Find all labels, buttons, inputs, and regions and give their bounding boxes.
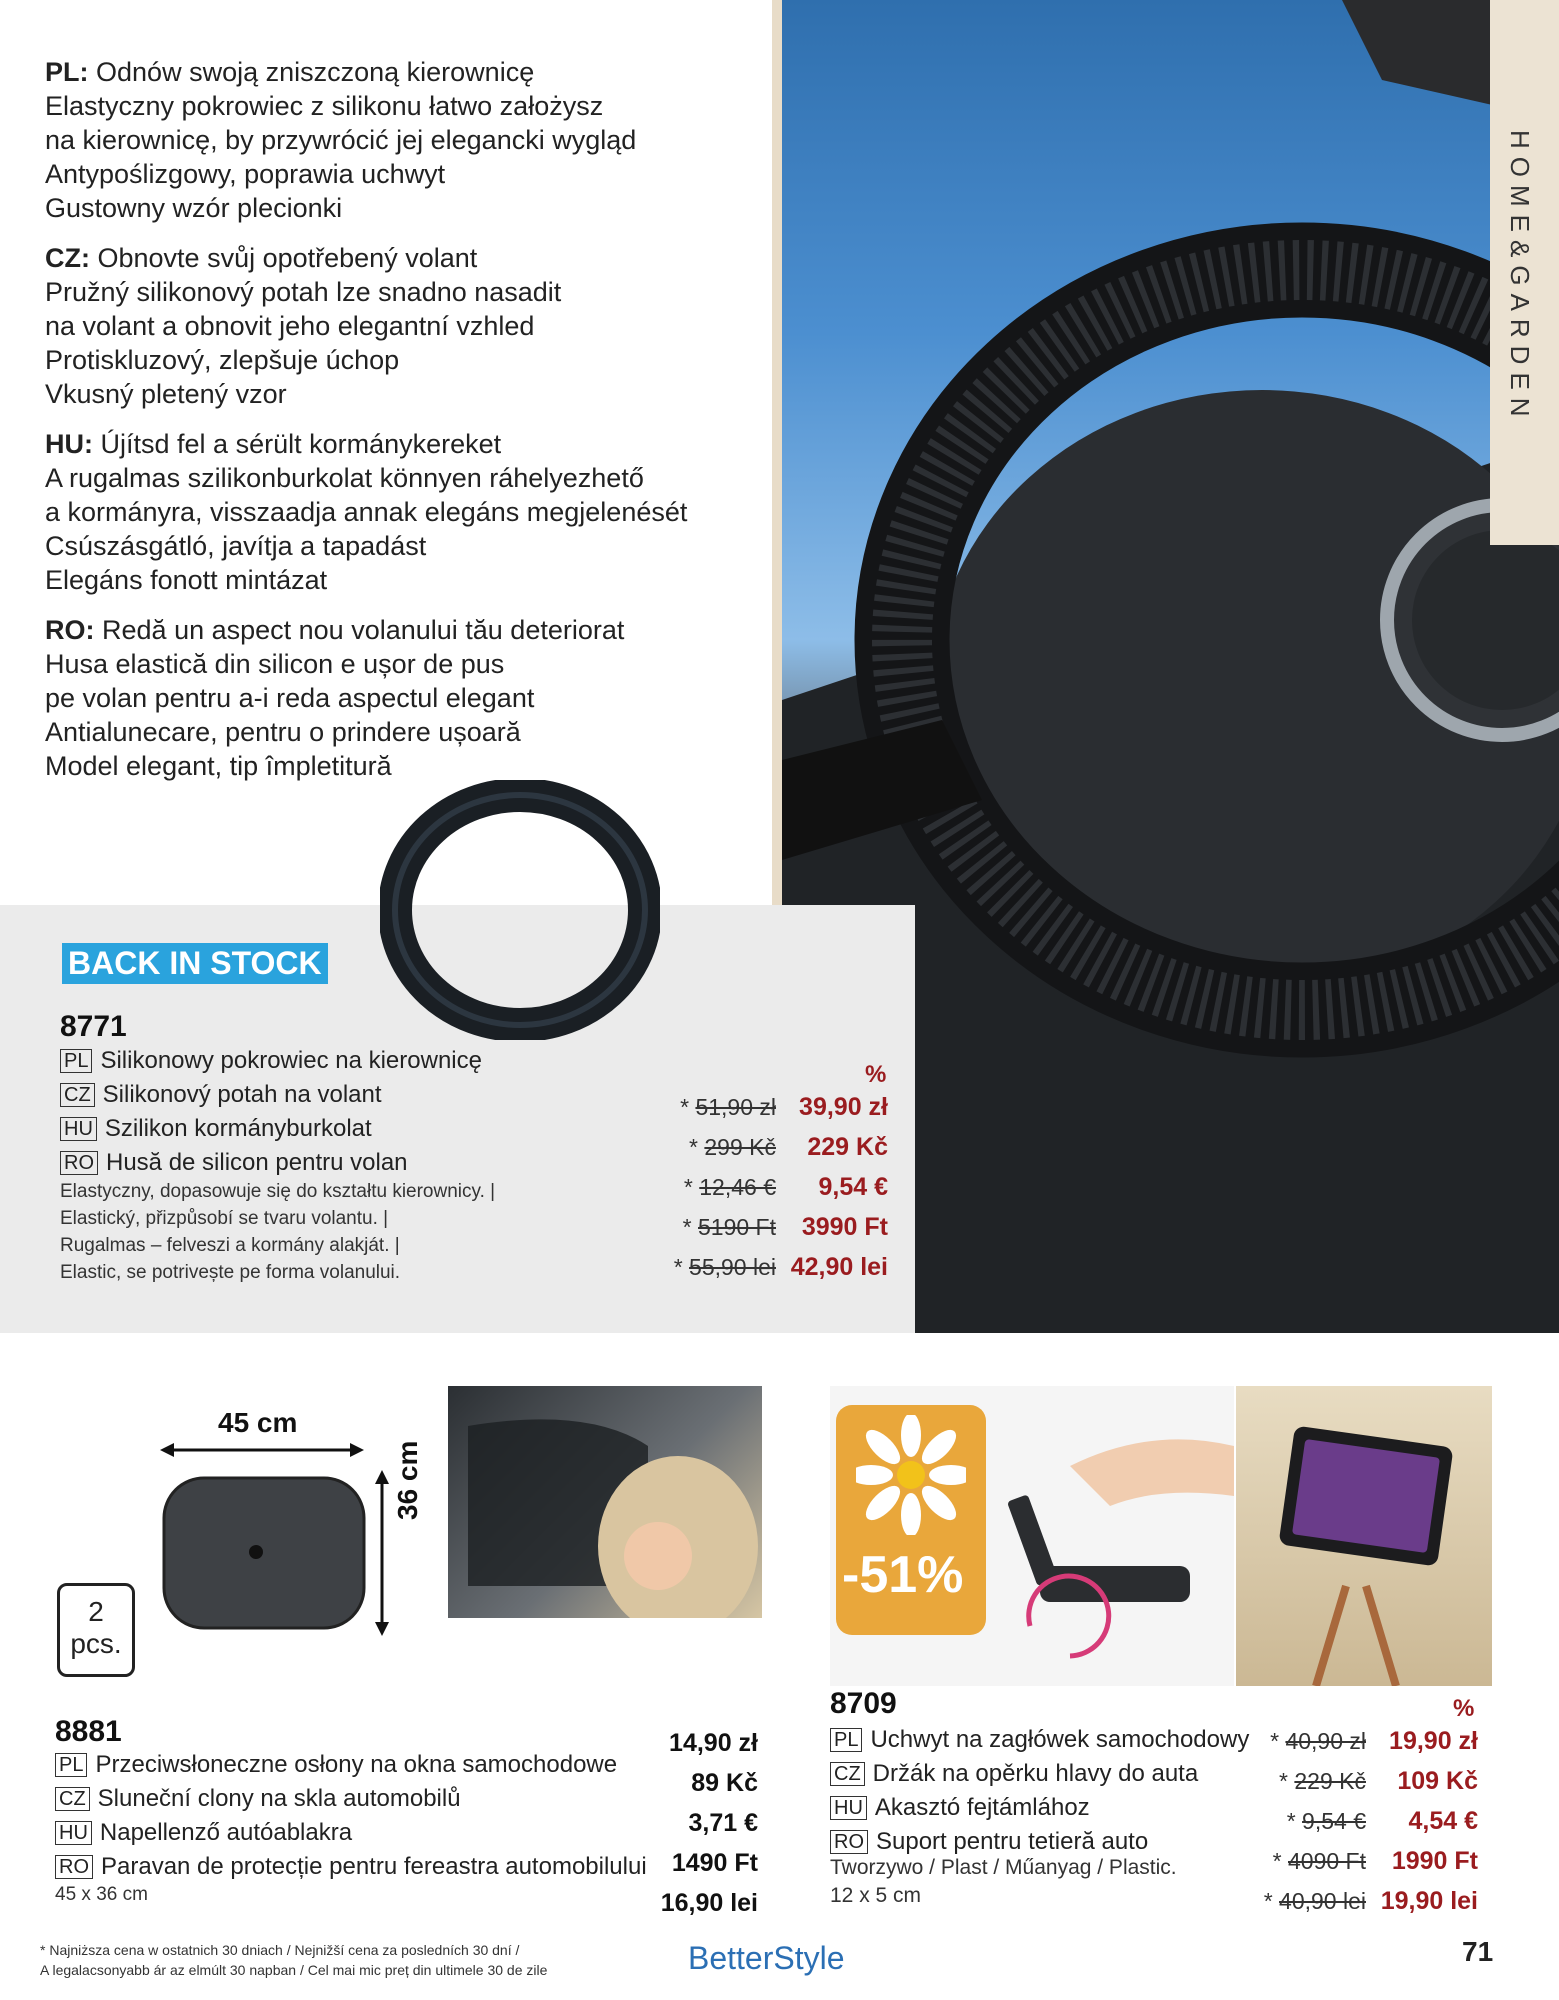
pieces-badge: 2 pcs. xyxy=(57,1583,135,1677)
new-price: 4,54 € xyxy=(1408,1807,1478,1835)
price: 3,71 € xyxy=(688,1809,758,1837)
new-price: 1990 Ft xyxy=(1391,1847,1478,1875)
tablet-holder-illustration xyxy=(1236,1386,1492,1686)
intro-ro: RO: Redă un aspect nou volanului tău deteriorat Husa elastică din silicon e ușor de pus pe volan pentru a-i reda aspectul elegant Antialunecare, pentru o prindere ușoară Model elegant, tip împletitură xyxy=(45,615,625,781)
product-8709-name-pl: PL Uchwyt na zagłówek samochodowy xyxy=(830,1726,1249,1754)
price: 16,90 lei xyxy=(660,1889,758,1917)
old-price: * 40,90 zł xyxy=(1270,1728,1366,1754)
car-window-baby-illustration xyxy=(448,1386,762,1618)
steering-cover-ring-image xyxy=(380,780,660,1040)
product-8881-name-pl: PL Przeciwsłoneczne osłony na okna samochodowe xyxy=(55,1751,617,1779)
width-dimension: 45 cm xyxy=(218,1407,298,1438)
discount-badge: -51% xyxy=(836,1405,986,1635)
product-8771-name-pl: PL Silikonowy pokrowiec na kierownicę xyxy=(60,1047,482,1075)
product-8709-name-hu: HU Akasztó fejtámlához xyxy=(830,1794,1090,1822)
product-8771-desc-ro: Elastic, se potrivește pe forma volanului. xyxy=(60,1262,401,1283)
brand-logo: BetterStyle xyxy=(688,1940,845,1976)
product-8881-name-hu: HU Napellenző autóablakra xyxy=(55,1819,352,1847)
daisy-icon xyxy=(856,1415,966,1535)
new-price: 19,90 zł xyxy=(1389,1727,1478,1755)
old-price: * 12,46 € xyxy=(683,1174,776,1200)
old-price: * 229 Kč xyxy=(1279,1768,1366,1794)
product-8771-desc-hu: Rugalmas – felveszi a kormány alakját. | xyxy=(60,1235,400,1256)
product-8771-desc-pl: Elastyczny, dopasowuje się do kształtu kierownicy. | xyxy=(60,1181,496,1202)
car-window-baby-photo xyxy=(448,1386,762,1618)
price: 89 Kč xyxy=(691,1769,758,1797)
product-8881-name-ro: RO Paravan de protecție pentru fereastra automobilului xyxy=(55,1853,647,1881)
old-price: * 9,54 € xyxy=(1286,1808,1366,1834)
product-8709-name-ro: RO Suport pentru tetieră auto xyxy=(830,1828,1148,1856)
new-price: 9,54 € xyxy=(818,1173,888,1201)
product-8881-name-cz: CZ Sluneční clony na skla automobilů xyxy=(55,1785,461,1813)
intro-text xyxy=(45,55,765,799)
tablet-on-headrest-photo xyxy=(1236,1386,1492,1686)
product-code-8881: 8881 xyxy=(55,1715,122,1748)
old-price: * 4090 Ft xyxy=(1272,1848,1366,1874)
new-price: 3990 Ft xyxy=(801,1213,888,1241)
page-number: 71 xyxy=(1462,1936,1494,1967)
product-8771-desc-cz: Elastický, přizpůsobí se tvaru volantu. | xyxy=(60,1208,389,1229)
percent-sign: % xyxy=(1453,1695,1475,1722)
product-8771-name-hu: HU Szilikon kormányburkolat xyxy=(60,1115,372,1143)
product-8709-material: Tworzywo / Plast / Műanyag / Plastic. xyxy=(830,1856,1177,1879)
new-price: 229 Kč xyxy=(807,1133,888,1161)
product-8771-name-ro: RO Husă de silicon pentru volan xyxy=(60,1149,408,1177)
new-price: 109 Kč xyxy=(1397,1767,1478,1795)
new-price: 42,90 lei xyxy=(790,1253,888,1281)
new-price: 19,90 lei xyxy=(1380,1887,1478,1915)
old-price: * 40,90 lei xyxy=(1263,1888,1366,1914)
price-footnote: * Najniższa cena w ostatnich 30 dniach / Nejnižší cena za posledních 30 dní / A legalacsonyabb ár az elmúlt 30 napban / Cel mai mic preț din ultimele 30 de zile xyxy=(40,1942,548,1978)
category-tab: HOME&GARDEN xyxy=(1490,0,1559,545)
price: 14,90 zł xyxy=(669,1729,758,1757)
old-price: * 51,90 zł xyxy=(680,1094,776,1120)
product-code-8771: 8771 xyxy=(60,1010,127,1043)
product-8709-size: 12 x 5 cm xyxy=(830,1884,922,1907)
product-8709-name-cz: CZ Držák na opěrku hlavy do auta xyxy=(830,1760,1198,1788)
intro-pl: PL: Odnów swoją zniszczoną kierownicę Elastyczny pokrowiec z silikonu łatwo założysz na kierownicę, by przywrócić jej elegancki wygląd Antypoślizgowy, poprawia uchwyt Gustowny wzór plecionki xyxy=(45,57,637,223)
old-price: * 299 Kč xyxy=(689,1134,776,1160)
product-code-8709: 8709 xyxy=(830,1687,897,1720)
intro-cz: CZ: Obnovte svůj opotřebený volant Pružný silikonový potah lze snadno nasadit na volant a obnovit jeho elegantní vzhled Protiskluzový, zlepšuje úchop Vkusný pletený vzor xyxy=(45,243,562,409)
product-8881-size: 45 x 36 cm xyxy=(55,1884,148,1905)
product-8771-name-cz: CZ Silikonový potah na volant xyxy=(60,1081,382,1109)
intro-hu: HU: Újítsd fel a sérült kormánykereket A rugalmas szilikonburkolat könnyen ráhelyezhető a kormányra, visszaadja annak elegáns megjelenését Csúszásgátló, javítja a tapadást Elegáns fonott mintázat xyxy=(45,429,688,595)
price: 1490 Ft xyxy=(671,1849,758,1877)
back-in-stock-badge: BACK IN STOCK xyxy=(62,943,328,984)
old-price: * 5190 Ft xyxy=(682,1214,776,1240)
height-dimension: 36 cm xyxy=(392,1440,423,1520)
sunshade-image xyxy=(160,1440,400,1640)
old-price: * 55,90 lei xyxy=(673,1254,776,1280)
percent-sign: % xyxy=(865,1061,887,1088)
new-price: 39,90 zł xyxy=(799,1093,888,1121)
